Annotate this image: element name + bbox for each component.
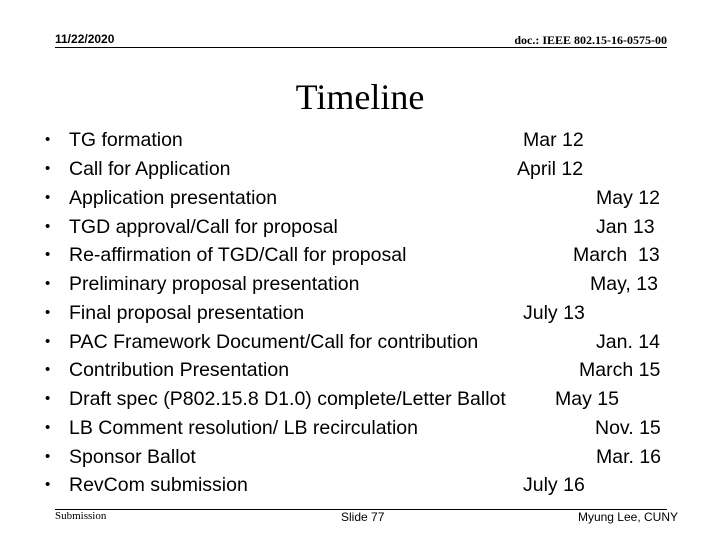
item-label: Application presentation: [69, 187, 278, 209]
timeline-item: [0, 299, 720, 327]
bullet-icon: •: [45, 390, 51, 407]
item-label: Contribution Presentation: [69, 359, 290, 381]
item-date: July 13: [523, 302, 585, 324]
item-label: TGD approval/Call for proposal: [69, 216, 338, 238]
timeline-item: [0, 385, 720, 413]
header-divider: [55, 47, 667, 48]
timeline-item: [0, 356, 720, 384]
bullet-icon: •: [45, 448, 51, 465]
header-date: 11/22/2020: [55, 32, 115, 46]
footer-submission: Submission: [55, 510, 107, 522]
timeline-item: [0, 184, 720, 212]
item-date: Jan. 14: [596, 331, 660, 353]
timeline-item: [0, 443, 720, 471]
footer-author: Myung Lee, CUNY: [577, 510, 678, 524]
bullet-icon: •: [45, 160, 51, 177]
timeline-item: [0, 414, 720, 442]
bullet-icon: •: [45, 131, 51, 148]
item-date: May 15: [555, 388, 619, 410]
item-label: Sponsor Ballot: [69, 446, 196, 468]
item-date: Mar 12: [523, 129, 584, 151]
item-date: May 12: [596, 187, 660, 209]
bullet-icon: •: [45, 189, 51, 206]
timeline-item: [0, 213, 720, 241]
timeline-item: [0, 155, 720, 183]
item-date: Mar. 16: [596, 446, 662, 468]
header-doc-id: doc.: IEEE 802.15-16-0575-00: [514, 33, 667, 47]
item-label: LB Comment resolution/ LB recirculation: [69, 417, 418, 439]
item-label: Draft spec (P802.15.8 D1.0) complete/Letter Ballot: [69, 388, 506, 410]
item-date: Jan 13: [596, 216, 655, 238]
item-label: Re-affirmation of TGD/Call for proposal: [69, 244, 407, 266]
bullet-icon: •: [45, 361, 51, 378]
item-date: May, 13: [590, 273, 658, 295]
item-label: RevCom submission: [69, 474, 248, 496]
item-date: March 13: [573, 244, 660, 266]
item-date: Nov. 15: [595, 417, 661, 439]
item-label: TG formation: [69, 129, 183, 151]
bullet-icon: •: [45, 304, 51, 321]
item-date: July 16: [523, 474, 585, 496]
item-date: March 15: [579, 359, 661, 381]
item-date: April 12: [517, 158, 584, 180]
bullet-icon: •: [45, 476, 51, 493]
timeline-item: [0, 241, 720, 269]
footer-slide-number: Slide 77: [341, 510, 385, 524]
item-label: Preliminary proposal presentation: [69, 273, 360, 295]
item-label: Call for Application: [69, 158, 231, 180]
item-label: PAC Framework Document/Call for contribution: [69, 331, 479, 353]
bullet-icon: •: [45, 333, 51, 350]
bullet-icon: •: [45, 419, 51, 436]
item-label: Final proposal presentation: [69, 302, 305, 324]
bullet-icon: •: [45, 275, 51, 292]
bullet-icon: •: [45, 218, 51, 235]
timeline-item: [0, 328, 720, 356]
timeline-item: [0, 471, 720, 499]
timeline-item: [0, 270, 720, 298]
slide-title: Timeline: [295, 77, 425, 117]
timeline-item: [0, 126, 720, 154]
bullet-icon: •: [45, 246, 51, 263]
